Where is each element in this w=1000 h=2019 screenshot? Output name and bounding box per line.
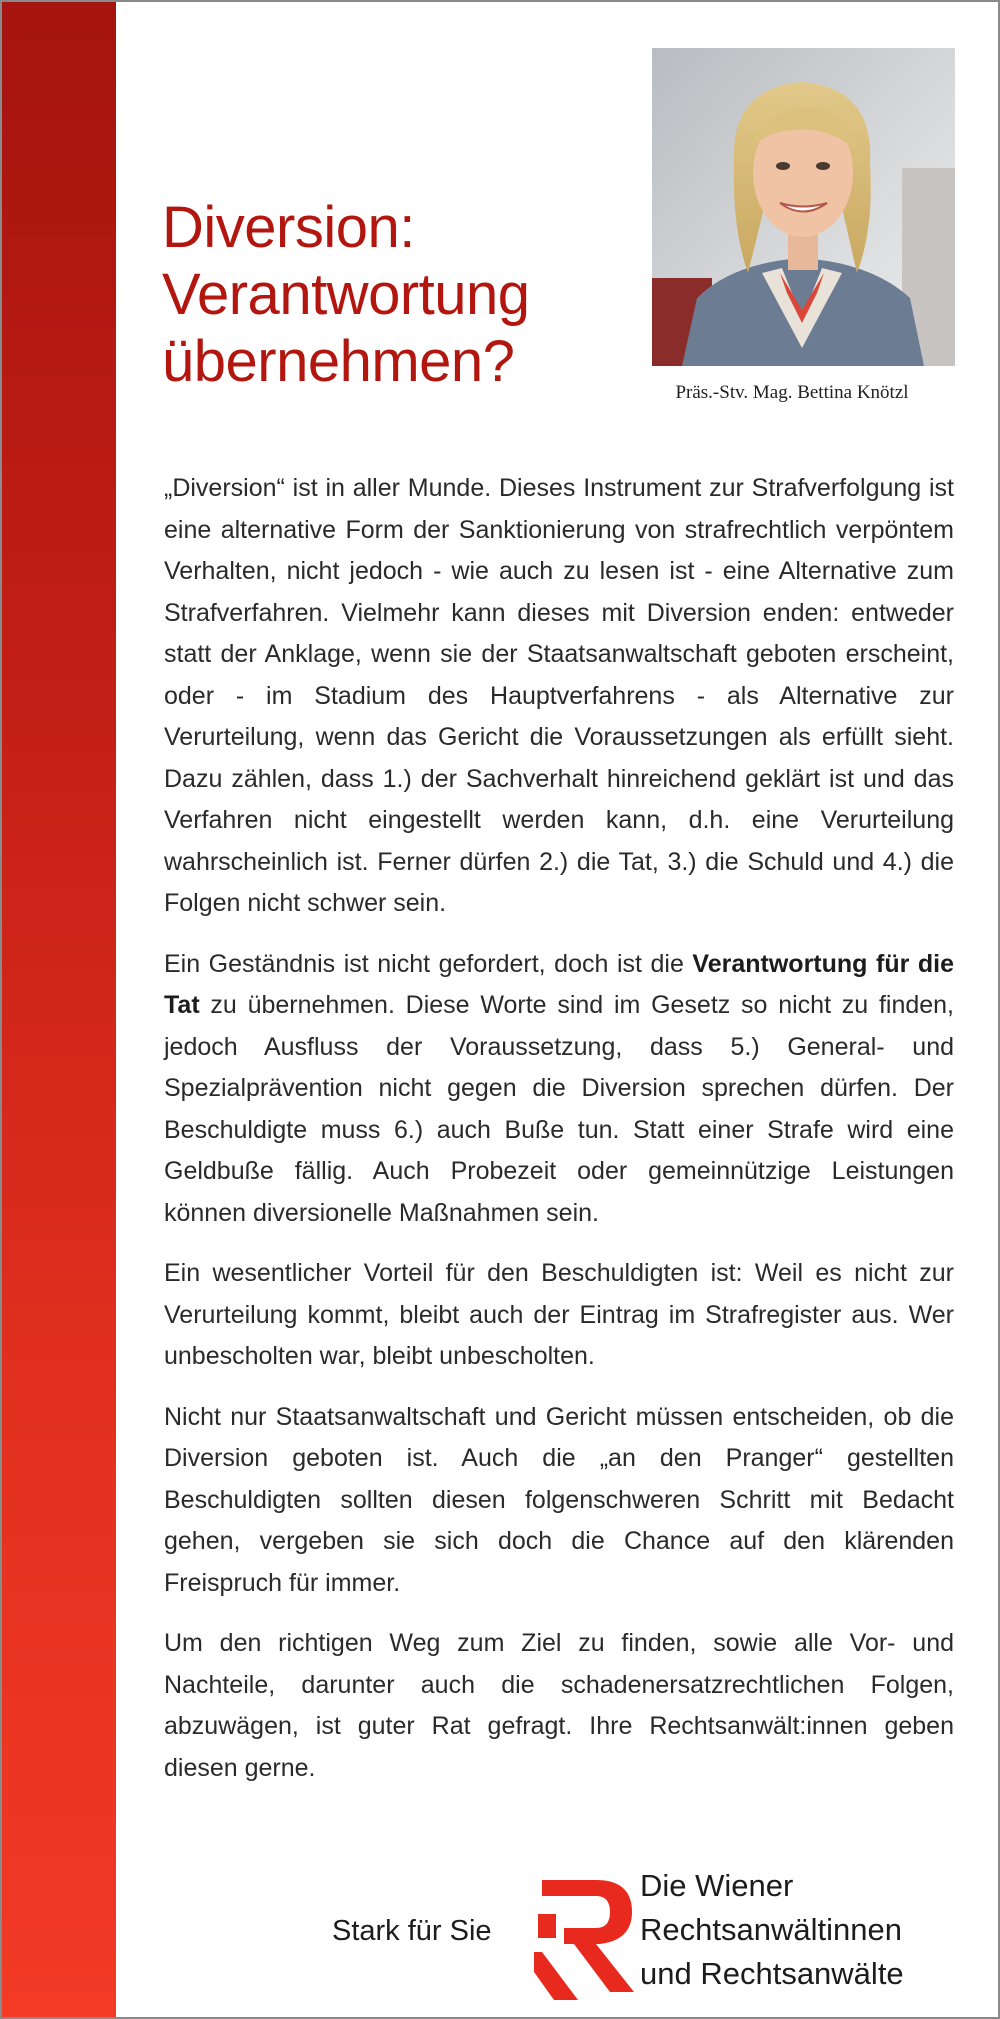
org-line-1: Die Wiener — [640, 1868, 794, 1903]
left-accent-bar — [2, 2, 116, 2017]
paragraph-2 — [164, 944, 954, 1235]
article-title — [162, 194, 582, 395]
footer-slogan: Stark für Sie — [332, 1915, 492, 1947]
title-line-1: Diversion: — [162, 195, 415, 260]
portrait-caption: Präs.-Stv. Mag. Bettina Knötzl — [675, 382, 909, 403]
portrait-illustration — [652, 48, 955, 366]
paragraph-2-end: zu übernehmen. Diese Worte sind im Gesetz so nicht zu finden, jedoch Ausfluss der Voraussetzung, dass 5.) General- und Spezialprävention nicht gegen die Diversion sprechen dürfen. Der Beschuldigte muss 6.) auch Buße tun. Statt einer Strafe wird eine Geldbuße fällig. Auch Probezeit oder gemeinnützige Leistungen können diversionelle Maßnahmen sein. — [164, 991, 954, 1227]
paragraph-2-start: Ein Geständnis ist nicht gefordert, doch ist die — [164, 949, 693, 978]
paragraph-4: Nicht nur Staatsanwaltschaft und Gericht müssen entscheiden, ob die Diversion geboten ist. Auch die „an den Pranger“ gestellten Beschuldigten sollten diesen folgenschweren Schritt mit Bedacht gehen, vergeben sie sich doch die Chance auf den klärenden Freispruch für immer. — [164, 1402, 954, 1597]
paragraph-5: Um den richtigen Weg zum Ziel zu finden, sowie alle Vor- und Nachteile, darunter auch die schadenersatzrechtlichen Folgen, abzuwägen, ist guter Rat gefragt. Ihre Rechtsanwält:innen geben diesen gerne. — [164, 1629, 954, 1782]
title-line-2: Verantwortung — [162, 262, 530, 327]
author-portrait — [652, 48, 955, 366]
footer-organization-name — [640, 1864, 904, 1996]
article-body — [164, 468, 954, 1808]
paragraph-2-emphasis: Verantwortung für die Tat — [164, 949, 954, 1019]
bar-association-logo-icon — [534, 1868, 644, 2003]
org-line-3: und Rechtsanwälte — [640, 1956, 904, 1991]
paragraph-1: „Diversion“ ist in aller Munde. Dieses Instrument zur Strafverfolgung ist eine alternative Form der Sanktionierung von strafrechtlich verpöntem Verhalten, nicht jedoch - wie auch zu lesen ist - eine Alternative zum Strafverfahren. Vielmehr kann dieses mit Diversion enden: entweder statt der Anklage, wenn sie der Staatsanwaltschaft geboten erscheint, oder - im Stadium des Hauptverfahrens - als Alternative zur Verurteilung, wenn das Gericht die Voraussetzungen als erfüllt sieht. Dazu zählen, dass 1.) der Sachverhalt hinreichend geklärt ist und das Verfahren nicht eingestellt werden kann, d.h. eine Verurteilung wahrscheinlich ist. Ferner dürfen 2.) die Tat, 3.) die Schuld und 4.) die Folgen nicht schwer sein. — [164, 474, 954, 917]
paragraph-3: Ein wesentlicher Vorteil für den Beschuldigten ist: Weil es nicht zur Verurteilung kommt, bleibt auch der Eintrag im Strafregister aus. Wer unbescholten war, bleibt unbescholten. — [164, 1259, 954, 1370]
org-line-2: Rechtsanwältinnen — [640, 1912, 902, 1947]
title-line-3: übernehmen? — [162, 329, 515, 394]
